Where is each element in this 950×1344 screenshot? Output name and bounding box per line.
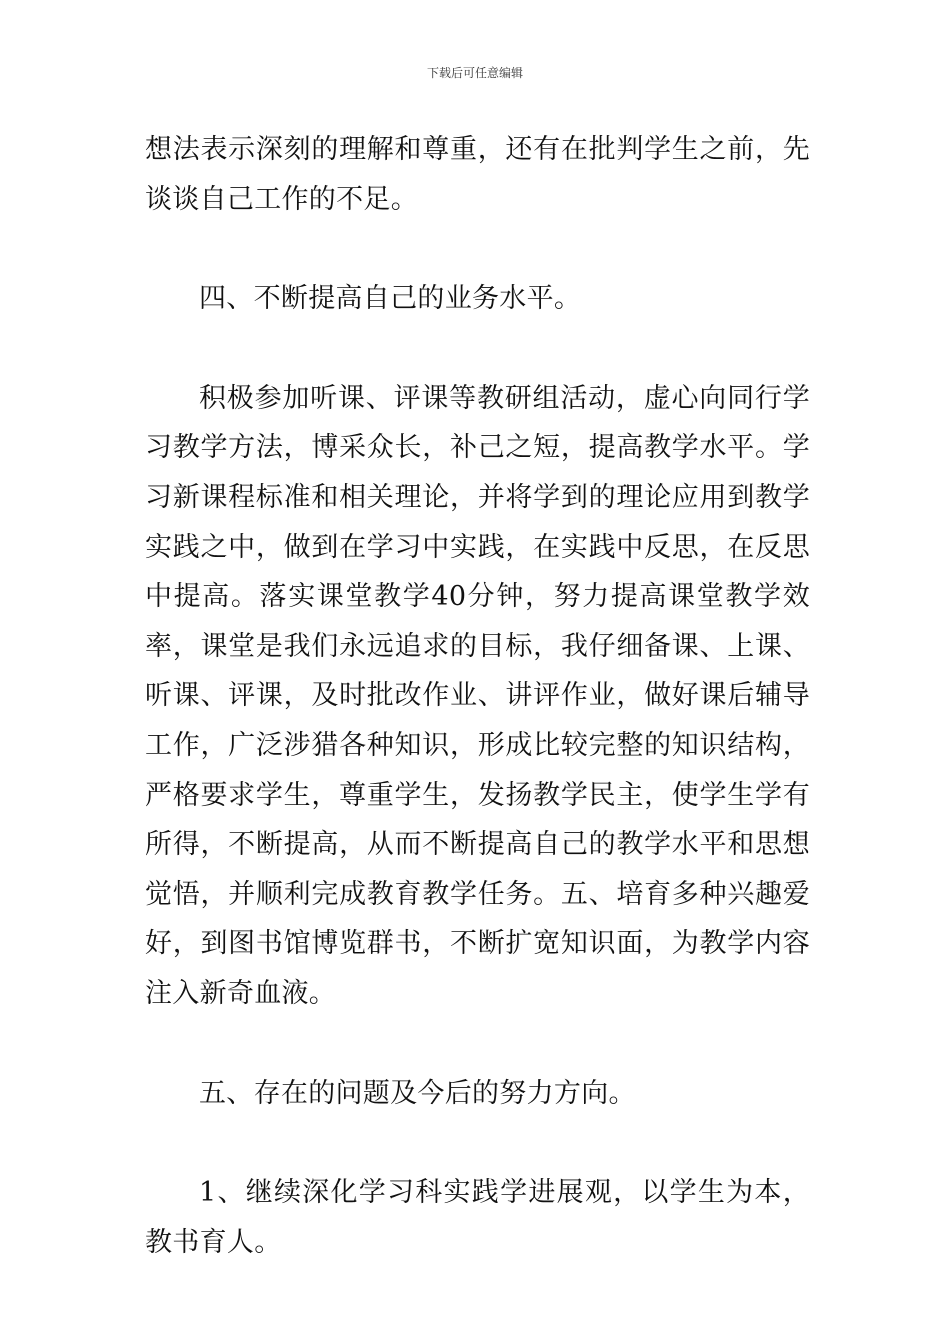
section-heading-5: 五、存在的问题及今后的努力方向。	[199, 1077, 636, 1109]
list-item-1: 1、继续深化学习科实践学进展观，以学生为本，教书育人。	[145, 1177, 810, 1258]
paragraph-main: 积极参加听课、评课等教研组活动，虚心向同行学习教学方法，博采众长，补己之短，提高教学水平。学习新课程标准和相关理论，并将学到的理论应用到教学实践之中，做到在学习中实践，在实践中反思，在反思中提高。落实课堂教学40分钟，努力提高课堂教学效率，课堂是我们永远追求的目标，我仔细备课、上课、听课、评课，及时批改作业、讲评作业，做好课后辅导工作，广泛涉猎各种知识，形成比较完整的知识结构，严格要求学生，尊重学生，发扬教学民主，使学生学有所得，不断提高，从而不断提高自己的教学水平和思想觉悟，并顺利完成教育教学任务。五、培育多种兴趣爱好，到图书馆博览群书，不断扩宽知识面，为教学内容注入新奇血液。	[145, 382, 810, 1009]
paragraph-continued: 想法表示深刻的理解和尊重，还有在批判学生之前，先谈谈自己工作的不足。	[145, 134, 810, 215]
page-header: 下载后可任意编辑	[426, 66, 523, 80]
document-body	[145, 125, 810, 1267]
section-heading-4: 四、不断提高自己的业务水平。	[199, 283, 582, 315]
